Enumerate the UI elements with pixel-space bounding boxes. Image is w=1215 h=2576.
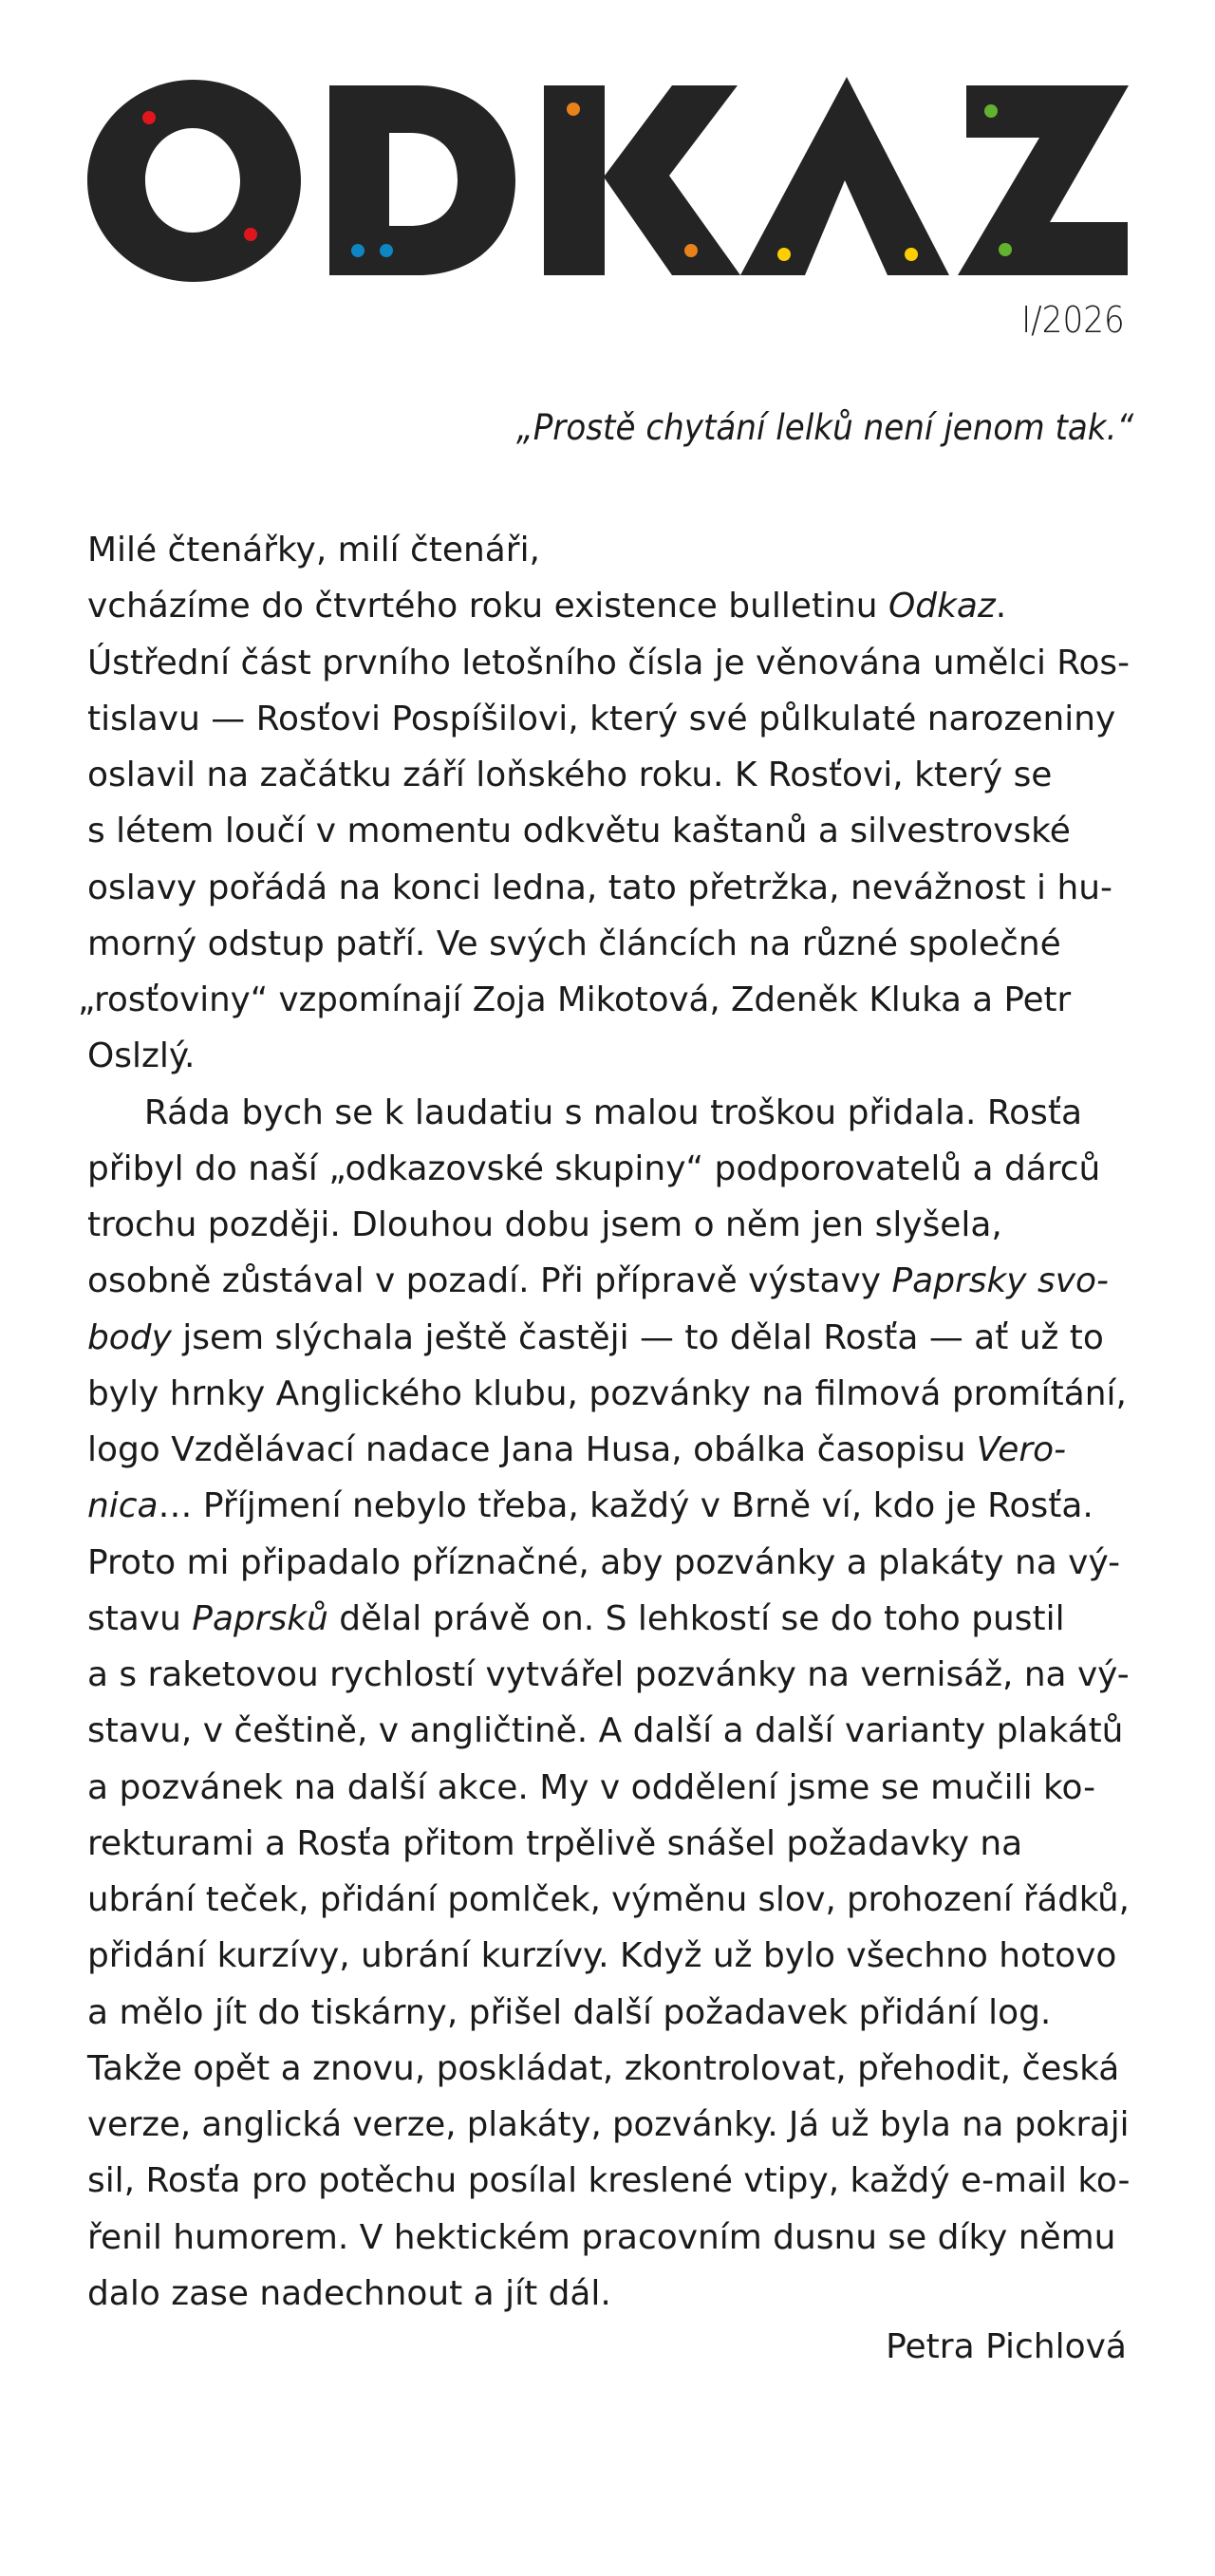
article-line — [87, 1985, 1130, 2041]
article-line — [87, 803, 1130, 859]
text-segment: oslavil na začátku září loňského roku. K Rosťovi, který se — [87, 756, 1053, 794]
text-segment: přidání kurzívy, ubrání kurzívy. Když už bylo všechno hotovo — [87, 1936, 1117, 1976]
article-line — [87, 1197, 1130, 1253]
text-segment: stavu, v češtině, v angličtině. A další a další varianty plakátů — [87, 1711, 1124, 1751]
article-line — [87, 1703, 1130, 1759]
article-line — [87, 522, 1130, 578]
text-segment: logo Vzdělávací nadace Jana Husa, obálka časopisu — [87, 1430, 977, 1469]
text-segment: osobně zůstával v pozadí. Při přípravě výstavy — [87, 1261, 892, 1301]
text-segment: Proto mi připadalo příznačné, aby pozvánky a plakáty na vý- — [87, 1542, 1121, 1582]
text-segment: a mělo jít do tiskárny, přišel další požadavek přidání log. — [87, 1992, 1052, 2032]
motto-quote: „Prostě chytání lelků není jenom tak.“ — [515, 407, 1133, 448]
article-line — [87, 1816, 1130, 1872]
italic-text: Paprsků — [192, 1598, 328, 1638]
article-line — [87, 1647, 1128, 1703]
article-line — [87, 1253, 1130, 1309]
text-segment: řenil humorem. V hektickém pracovním dusnu se díky němu — [87, 2217, 1116, 2257]
article-line — [87, 1591, 1130, 1647]
text-segment: Ústřední část prvního letošního čísla je věnována umělci Ros- — [87, 643, 1130, 682]
logo-dot-k-1 — [567, 103, 580, 116]
article-line — [87, 1310, 1130, 1366]
article-line — [87, 1535, 1130, 1591]
odkaz-logo — [0, 0, 1215, 294]
text-segment: stavu — [87, 1598, 193, 1638]
text-segment: vcházíme do čtvrtého roku existence bulletinu — [87, 587, 888, 626]
italic-text: nica — [87, 1486, 159, 1526]
text-segment: morný odstup patří. Ve svých článcích na různé společné — [87, 924, 1061, 963]
text-segment: verze, anglická verze, plakáty, pozvánky. Já už byla na pokraji — [87, 2105, 1130, 2144]
article-line — [87, 1928, 1130, 1984]
logo-dot-d-1 — [351, 244, 364, 257]
text-segment: . — [995, 587, 1007, 626]
logo-dot-d-2 — [380, 244, 393, 257]
italic-text: Paprsky svo- — [891, 1261, 1109, 1301]
logo-dot-o-2 — [244, 228, 257, 241]
article-line — [87, 2097, 1130, 2153]
text-segment: Ráda bych se k laudatiu s malou troškou přidala. Rosťa — [143, 1092, 1083, 1132]
issue-number: I/2026 — [1021, 299, 1125, 341]
article-line — [87, 578, 1130, 634]
logo-letter-a — [740, 77, 949, 275]
article-line — [87, 2266, 1130, 2322]
article-line — [87, 1478, 1130, 1534]
text-segment: Oslzlý. — [87, 1036, 196, 1076]
text-segment: jsem slýchala ještě častěji — to dělal Rosťa — ať už to — [171, 1317, 1104, 1357]
text-segment: a s raketovou rychlostí vytvářel pozvánky na vernisáž, na vý- — [87, 1655, 1130, 1694]
text-segment: a pozvánek na další akce. My v oddělení jsme se mučili ko- — [87, 1767, 1096, 1807]
text-segment: trochu později. Dlouhou dobu jsem o něm jen slyšela, — [87, 1205, 1002, 1244]
logo-dot-a-2 — [905, 248, 918, 261]
article-line — [87, 691, 1130, 747]
text-segment: přibyl do naší „odkazovské skupiny“ podporovatelů a dárců — [87, 1148, 1101, 1188]
text-segment: dělal právě on. S lehkostí se do toho pustil — [327, 1598, 1065, 1638]
article-line — [78, 972, 1120, 1028]
article-line — [87, 916, 1130, 972]
article-line — [87, 1028, 1130, 1084]
text-segment: … Příjmení nebylo třeba, každý v Brně ví, kdo je Rosťa. — [158, 1486, 1094, 1526]
logo-letter-o — [87, 80, 301, 282]
article-line — [87, 1141, 1130, 1197]
article-line — [87, 1872, 1130, 1928]
text-segment: ubrání teček, přidání pomlček, výměnu slov, prohození řádků, — [87, 1880, 1130, 1919]
article-line — [87, 2041, 1130, 2097]
article-line — [87, 1760, 1130, 1816]
logo-dot-a-1 — [777, 248, 791, 261]
italic-text: Vero- — [976, 1430, 1067, 1469]
logo-dot-k-2 — [684, 244, 698, 257]
italic-text: body — [87, 1317, 172, 1357]
article-line — [87, 2153, 1129, 2209]
text-segment: dalo zase nadechnout a jít dál. — [87, 2273, 611, 2313]
text-segment: s létem loučí v momentu odkvětu kaštanů a silvestrovské — [87, 812, 1071, 851]
text-segment: tislavu — Rosťovi Pospíšilovi, který své půlkulaté narozeniny — [87, 699, 1116, 738]
article-line — [87, 2210, 1130, 2266]
editorial-article — [78, 522, 1131, 2322]
article-line — [87, 747, 1130, 803]
text-segment: byly hrnky Anglického klubu, pozvánky na filmová promítání, — [87, 1373, 1127, 1413]
italic-text: Odkaz — [888, 587, 996, 626]
text-segment: Milé čtenářky, milí čtenáři, — [87, 531, 540, 569]
article-line — [87, 860, 1130, 916]
text-segment: „rosťoviny“ vzpomínají Zoja Mikotová, Zdeněk Kluka a Petr — [78, 980, 1072, 1019]
logo-dot-z-2 — [999, 243, 1012, 256]
author-signature: Petra Pichlová — [886, 2327, 1127, 2366]
logo-dot-o-1 — [142, 111, 156, 124]
text-segment: Takže opět a znovu, poskládat, zkontrolovat, přehodit, česká — [87, 2048, 1120, 2088]
text-segment: sil, Rosťa pro potěchu posílal kreslené vtipy, každý e-mail ko- — [87, 2161, 1131, 2201]
article-line — [87, 1085, 1130, 1141]
text-segment: rekturami a Rosťa přitom trpělivě snášel požadavky na — [87, 1823, 1023, 1863]
article-line — [87, 1366, 1130, 1422]
logo-dot-z-1 — [984, 104, 998, 118]
logo-letter-z — [958, 85, 1129, 275]
text-segment: oslavy pořádá na konci ledna, tato přetržka, nevážnost i hu- — [87, 868, 1112, 907]
article-line — [87, 635, 1130, 691]
article-line — [87, 1422, 1130, 1478]
